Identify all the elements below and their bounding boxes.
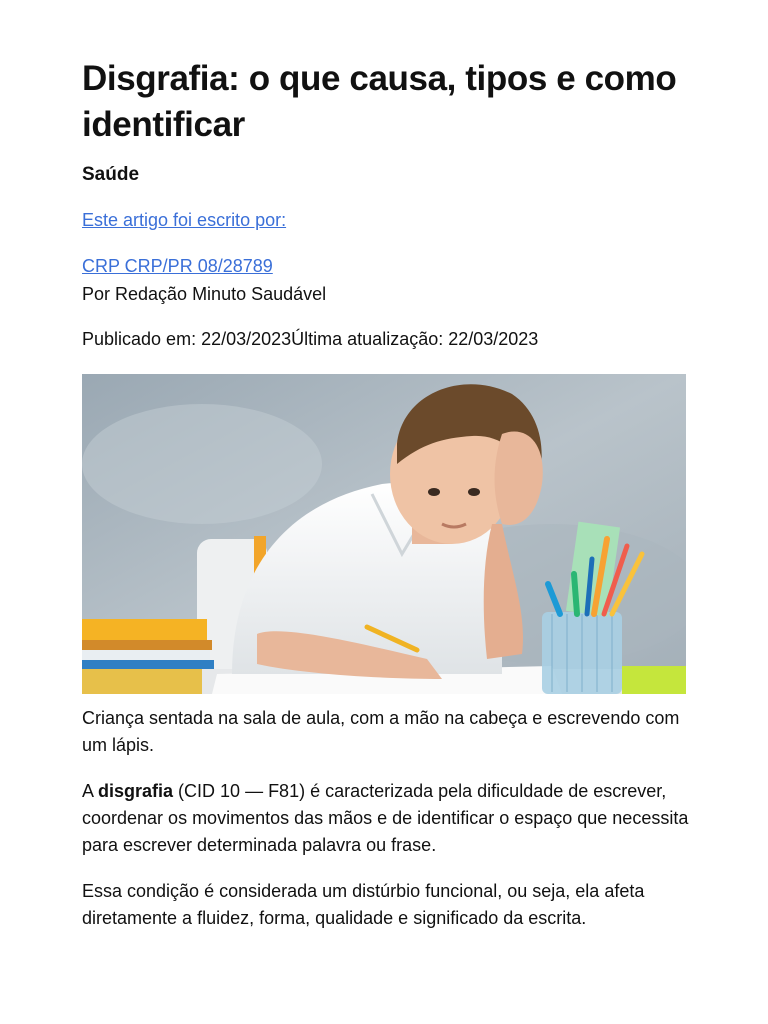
byline: Por Redação Minuto Saudável xyxy=(82,284,327,304)
paragraph-1 xyxy=(82,778,692,859)
published-date: Publicado em: 22/03/2023 xyxy=(82,329,292,349)
image-caption: Criança sentada na sala de aula, com a mão na cabeça e escrevendo com um lápis. xyxy=(82,708,680,755)
article-image xyxy=(82,374,686,694)
author-link[interactable]: Este artigo foi escrito por: xyxy=(82,210,287,230)
child-writing-photo-icon xyxy=(82,374,686,694)
p1-bold: disgrafia xyxy=(98,781,174,801)
article-dates xyxy=(82,329,538,350)
paragraph-2: Essa condição é considerada um distúrbio funcional, ou seja, ela afeta diretamente a fluidez, forma, qualidade e significado da escrita. xyxy=(82,881,645,928)
p1-post: (CID 10 — F81) é caracterizada pela dificuldade de escrever, coordenar os movimentos das mãos e de identificar o espaço que necessita para escrever determinada palavra ou frase. xyxy=(82,781,689,855)
article-category: Saúde xyxy=(82,164,140,185)
article-title: Disgrafia: o que causa, tipos e como identificar xyxy=(82,59,677,144)
updated-date: Última atualização: 22/03/2023 xyxy=(291,329,539,349)
crp-link[interactable]: CRP CRP/PR 08/28789 xyxy=(82,256,273,276)
p1-pre: A xyxy=(82,781,99,801)
